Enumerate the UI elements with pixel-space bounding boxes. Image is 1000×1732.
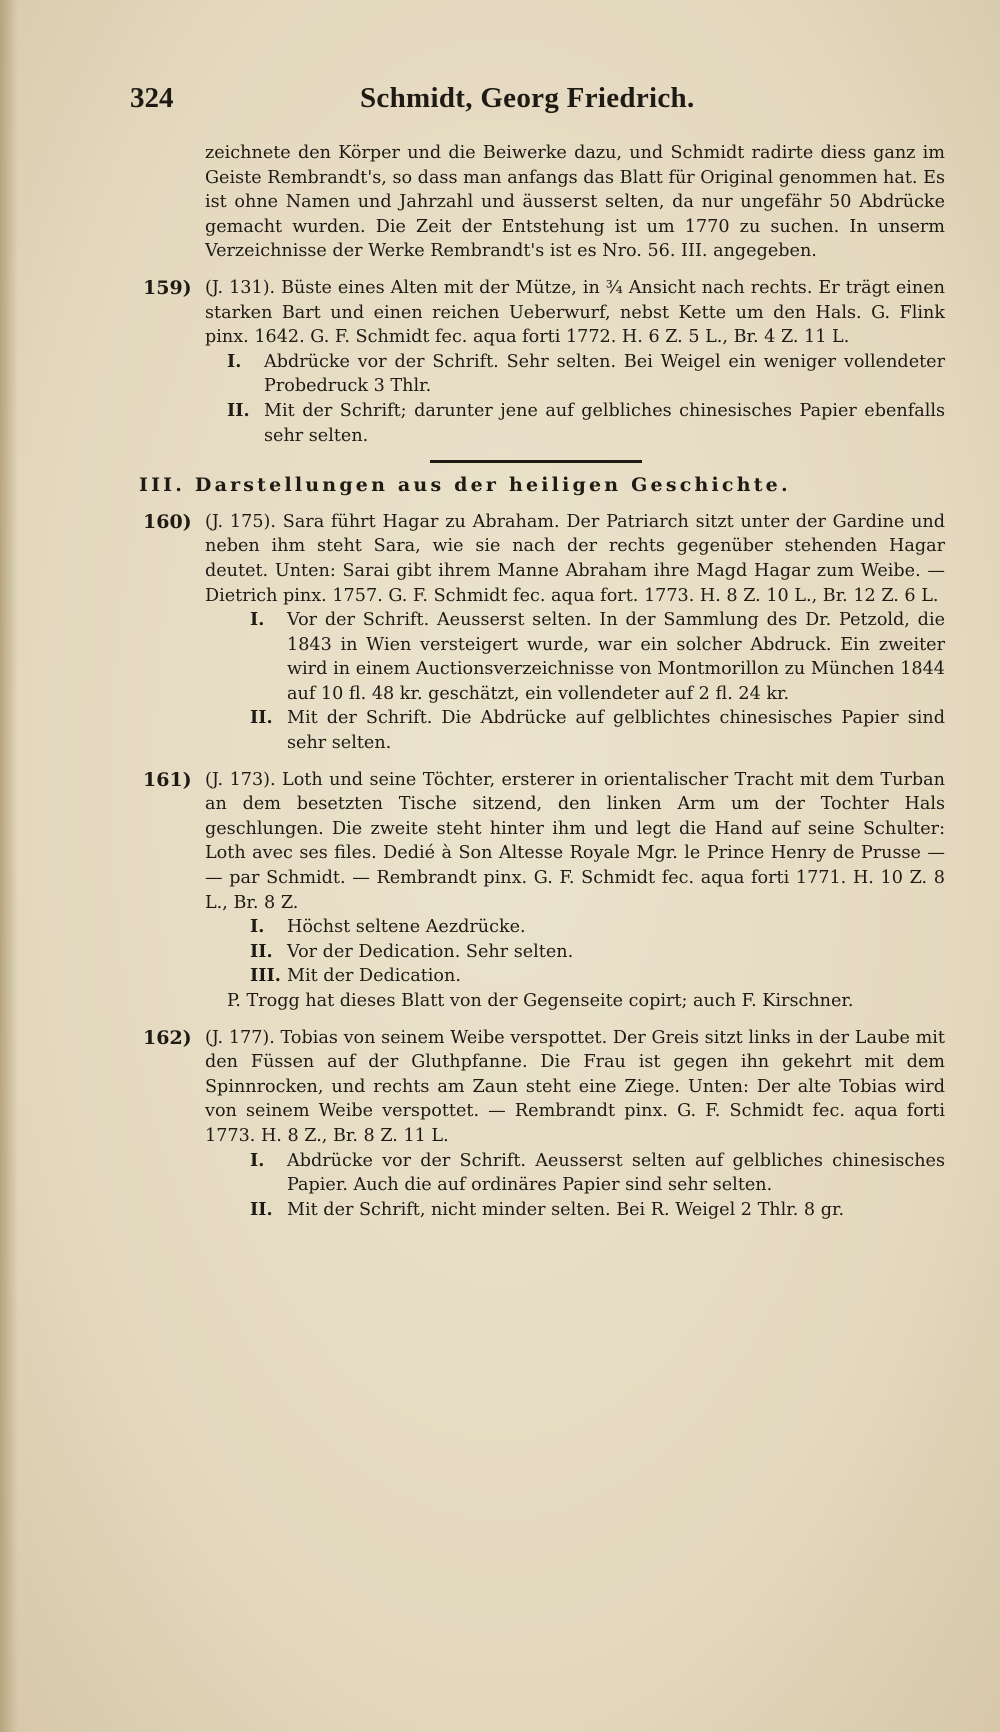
state-item <box>250 940 945 965</box>
state-item <box>250 706 945 755</box>
state-numeral: I. <box>250 1149 265 1171</box>
state-text: Mit der Schrift, nicht minder selten. Bei R. Weigel 2 Thlr. 8 gr. <box>287 1199 845 1220</box>
page-body <box>139 141 945 1234</box>
state-text: Abdrücke vor der Schrift. Aeusserst selten auf gelbliches chinesisches Papier. Auch die auf ordinäres Papier sind sehr selten. <box>287 1150 945 1196</box>
state-item <box>250 964 945 989</box>
state-item <box>227 350 945 399</box>
entry-number: 162) <box>143 1026 192 1049</box>
state-numeral: I. <box>227 350 242 372</box>
catalogue-entry-159 <box>143 276 945 448</box>
state-numeral: III. <box>250 965 281 987</box>
state-text: Vor der Schrift. Aeusserst selten. In der Sammlung des Dr. Petzold, die 1843 in Wien versteigert wurde, war ein solcher Abdruck. Ein zweiter wird in einem Auctionsverzeichnisse von Montmorillon zu München 1844 auf 10 fl. 48 kr. geschätzt, ein vollendeter auf 2 fl. 24 kr. <box>287 610 945 704</box>
state-text: Mit der Schrift; darunter jene auf gelbliches chinesisches Papier ebenfalls sehr selten. <box>264 400 945 446</box>
entry-description: (J. 131). Büste eines Alten mit der Mütze, in ¾ Ansicht nach rechts. Er trägt einen starken Bart und einen reichen Ueberwurf, nebst Kette um den Hals. G. Flink pinx. 1642. G. F. Schmidt fec. aqua forti 1772. H. 6 Z. 5 L., Br. 4 Z. 11 L. <box>205 277 945 348</box>
entry-description: (J. 173). Loth und seine Töchter, ersterer in orientalischer Tracht mit dem Turban an dem besetzten Tische sitzend, den linken Arm um der Tochter Hals geschlungen. Die zweite steht hinter ihm und legt die Hand auf seine Schulter: Loth avec ses files. Dedié à Son Altesse Royale Mgr. le Prince Henry de Prusse — — par Schmidt. — Rembrandt pinx. G. F. Schmidt fec. aqua forti 1771. H. 10 Z. 8 L., Br. 8 Z. <box>205 769 945 913</box>
entry-number: 159) <box>143 276 192 299</box>
state-item <box>250 1149 945 1198</box>
state-numeral: I. <box>250 609 265 631</box>
state-item <box>250 915 945 940</box>
copy-note: P. Trogg hat dieses Blatt von der Gegenseite copirt; auch F. Kirschner. <box>227 991 854 1011</box>
state-text: Abdrücke vor der Schrift. Sehr selten. Bei Weigel ein weniger vollendeter Probedruck 3 Thlr. <box>264 351 945 397</box>
state-numeral: II. <box>227 399 250 421</box>
state-numeral: II. <box>250 707 273 729</box>
state-item <box>250 608 945 706</box>
state-numeral: II. <box>250 1198 273 1220</box>
state-text: Mit der Dedication. <box>287 966 461 987</box>
state-numeral: I. <box>250 916 265 938</box>
state-text: Mit der Schrift. Die Abdrücke auf gelblichtes chinesisches Papier sind sehr selten. <box>287 708 945 754</box>
catalogue-entry-161 <box>143 768 945 1014</box>
state-numeral: II. <box>250 940 273 962</box>
entry-number: 160) <box>143 510 192 533</box>
page-number: 324 <box>130 82 174 114</box>
catalogue-entry-160 <box>143 510 945 756</box>
entry-description: (J. 177). Tobias von seinem Weibe verspottet. Der Greis sitzt links in der Laube mit den Füssen auf der Gluthpfanne. Die Frau ist gegen ihn gekehrt mit dem Spinnrocken, und rechts am Zaun steht eine Ziege. Unten: Der alte Tobias wird von seinem Weibe verspottet. — Rembrandt pinx. G. F. Schmidt fec. aqua forti 1773. H. 8 Z., Br. 8 Z. 11 L. <box>205 1027 945 1146</box>
section-divider <box>430 460 642 463</box>
entry-number: 161) <box>143 768 192 791</box>
page-header <box>130 82 950 118</box>
state-text: Vor der Dedication. Sehr selten. <box>287 941 574 962</box>
section-heading: III. Darstellungen aus der heiligen Geschichte. <box>139 474 791 497</box>
state-item <box>227 399 945 448</box>
continuation-paragraph: zeichnete den Körper und die Beiwerke dazu, und Schmidt radirte diess ganz im Geiste Rembrandt's, so dass man anfangs das Blatt für Original genommen hat. Es ist ohne Namen und Jahrzahl und äusserst selten, da nur ungefähr 50 Abdrücke gemacht wurden. Die Zeit der Entstehung ist um 1770 zu suchen. In unserm Verzeichnisse der Werke Rembrandt's ist es Nro. 56. III. angegeben. <box>205 143 945 262</box>
state-item <box>250 1198 945 1223</box>
running-head: Schmidt, Georg Friedrich. <box>360 82 695 114</box>
state-text: Höchst seltene Aezdrücke. <box>287 917 526 938</box>
catalogue-entry-162 <box>143 1026 945 1223</box>
entry-description: (J. 175). Sara führt Hagar zu Abraham. Der Patriarch sitzt unter der Gardine und neben ihm steht Sara, wie sie nach der rechts gegenüber stehenden Hagar deutet. Unten: Sarai gibt ihrem Manne Abraham ihre Magd Hagar zum Weibe. — Dietrich pinx. 1757. G. F. Schmidt fec. aqua fort. 1773. H. 8 Z. 10 L., Br. 12 Z. 6 L. <box>205 511 945 606</box>
page-gutter-shadow <box>0 0 18 1732</box>
